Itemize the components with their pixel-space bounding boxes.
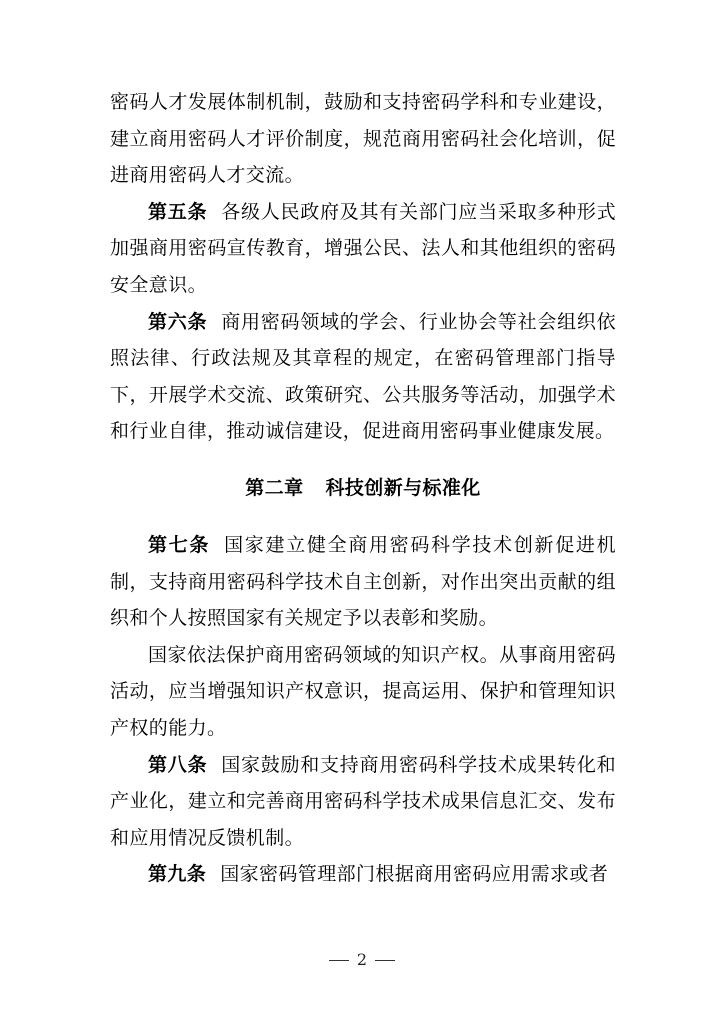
page-footer xyxy=(0,950,724,970)
chapter-number: 第二章 xyxy=(245,476,304,499)
paragraph-continuation xyxy=(110,84,616,194)
article-text: 商用密码领域的学会、行业协会等社会组织依照法律、行政法规及其章程的规定，在密码管理部门指导下，开展学术交流、政策研究、公共服务等活动，加强学术和行业自律，推动诚信建设，促进商用密码事业健康发展。 xyxy=(110,310,616,443)
article-number: 第七条 xyxy=(148,533,211,556)
page-number: 2 xyxy=(356,950,368,969)
chapter-heading xyxy=(110,470,616,506)
article-7 xyxy=(110,527,616,637)
article-number: 第九条 xyxy=(148,863,207,886)
chapter-title: 科技创新与标准化 xyxy=(325,476,481,499)
article-text: 国家鼓励和支持商用密码科学技术成果转化和产业化，建立和完善商用密码科学技术成果信息汇交、发布和应用情况反馈机制。 xyxy=(110,753,616,849)
paragraph-text: 密码人才发展体制机制，鼓励和支持密码学科和专业建设，建立商用密码人才评价制度，规范商用密码社会化培训，促进商用密码人才交流。 xyxy=(110,91,616,187)
article-9 xyxy=(110,856,616,893)
article-5 xyxy=(110,194,616,304)
article-6 xyxy=(110,304,616,450)
article-text: 各级人民政府及其有关部门应当采取多种形式加强商用密码宣传教育，增强公民、法人和其他组织的密码安全意识。 xyxy=(110,200,616,296)
footer-dash-left xyxy=(329,960,349,961)
article-text: 国家建立健全商用密码科学技术创新促进机制，支持商用密码科学技术自主创新，对作出突出贡献的组织和个人按照国家有关规定予以表彰和奖励。 xyxy=(110,533,616,630)
article-number: 第八条 xyxy=(148,753,208,776)
article-number: 第六条 xyxy=(148,310,208,333)
article-7-paragraph-2 xyxy=(110,637,616,747)
footer-dash-right xyxy=(375,960,395,961)
article-number: 第五条 xyxy=(148,200,208,223)
article-8 xyxy=(110,747,616,857)
document-body xyxy=(110,84,616,893)
paragraph-text: 国家依法保护商用密码领域的知识产权。从事商用密码活动，应当增强知识产权意识，提高运用、保护和管理知识产权的能力。 xyxy=(110,643,616,739)
article-text: 国家密码管理部门根据商用密码应用需求或者 xyxy=(220,863,609,886)
